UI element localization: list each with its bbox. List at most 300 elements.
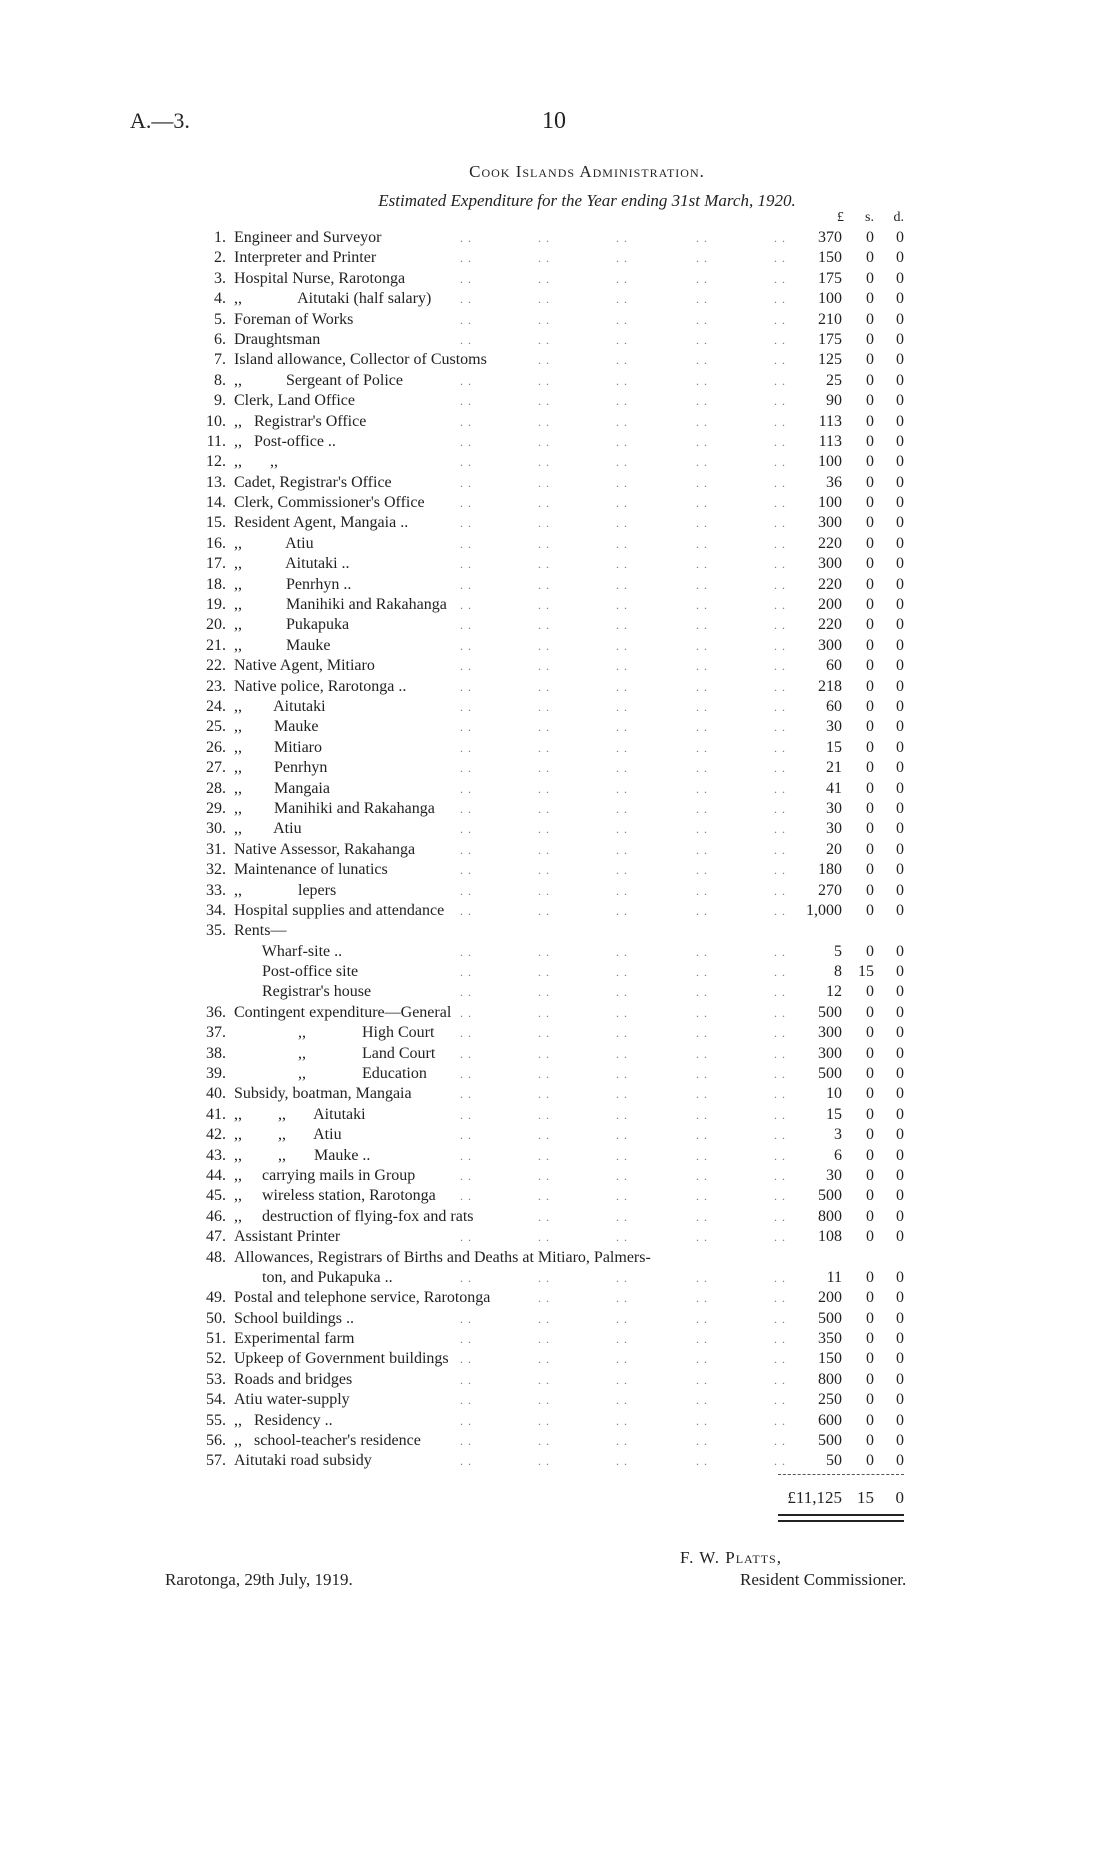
table-row: 53. Roads and bridges . . . . . . . . . . 800 0 0 [0, 1370, 1114, 1390]
table-row: 23. Native police, Rarotonga .. . . . . . . . . . . 218 0 0 [0, 677, 1114, 697]
amount-pence: 0 [896, 718, 904, 736]
amount-shillings: 0 [866, 1330, 874, 1348]
item-description: Registrar's house [234, 983, 372, 1001]
amount-pence: 0 [896, 1187, 904, 1205]
amount-shillings: 0 [866, 330, 874, 348]
amount-pounds: 300 [818, 1044, 842, 1062]
table-row: 24. ,, Aitutaki . . . . . . . . . . 60 0 0 [0, 697, 1114, 717]
item-number: 30. [206, 820, 226, 838]
amount-pounds: 800 [818, 1207, 842, 1225]
table-row: 14. Clerk, Commissioner's Office . . . . . . . . . . 100 0 0 [0, 493, 1114, 513]
amount-pounds: 50 [826, 1452, 842, 1470]
amount-pounds: 21 [826, 759, 842, 777]
amount-pence: 0 [896, 351, 904, 369]
amount-shillings: 0 [866, 1309, 874, 1327]
table-row: 54. Atiu water-supply . . . . . . . . . . 250 0 0 [0, 1390, 1114, 1410]
table-row: 37. ,, High Court . . . . . . . . . . 300 0 0 [0, 1023, 1114, 1043]
amount-pounds: 370 [818, 229, 842, 246]
amount-pence: 0 [896, 310, 904, 328]
amount-pence: 0 [896, 1126, 904, 1144]
amount-pence: 0 [896, 636, 904, 654]
amount-pounds: 600 [818, 1411, 842, 1429]
total-shillings: 15 [857, 1488, 874, 1507]
item-number: 38. [206, 1044, 226, 1062]
item-number: 40. [206, 1085, 226, 1103]
item-description: ,, Pukapuka [234, 616, 350, 634]
table-row: 42. ,, ,, Atiu . . . . . . . . . . 3 0 0 [0, 1125, 1114, 1145]
item-number: 12. [206, 453, 226, 471]
amount-shillings: 0 [866, 677, 874, 695]
total-pence: 0 [895, 1488, 904, 1507]
item-description: ,, Sergeant of Police [234, 371, 404, 389]
amount-pence: 0 [896, 1207, 904, 1225]
table-row: 45. ,, wireless station, Rarotonga . . . . . . . . . . 500 0 0 [0, 1186, 1114, 1206]
amount-pounds: 90 [826, 392, 842, 410]
amount-shillings: 0 [866, 555, 874, 573]
table-row: 39. ,, Education . . . . . . . . . . 500 0 0 [0, 1064, 1114, 1084]
shillings-header: s. [865, 210, 874, 225]
amount-pence: 0 [896, 249, 904, 267]
table-row: 3. Hospital Nurse, Rarotonga . . . . . . . . . . 175 0 0 [0, 269, 1114, 289]
amount-shillings: 0 [866, 514, 874, 532]
amount-pence: 0 [896, 677, 904, 695]
amount-pence: 0 [896, 453, 904, 471]
item-number: 5. [214, 310, 226, 328]
amount-shillings: 0 [866, 1187, 874, 1205]
amount-shillings: 0 [866, 738, 874, 756]
amount-shillings: 0 [866, 983, 874, 1001]
item-number: 17. [206, 555, 226, 573]
table-row: 50. School buildings .. . . . . . . . . . . 500 0 0 [0, 1309, 1114, 1329]
item-description: ,, Atiu [234, 534, 314, 552]
amount-shillings: 0 [866, 596, 874, 614]
table-row: 32. Maintenance of lunatics . . . . . . . . . . 180 0 0 [0, 860, 1114, 880]
total-rule [778, 1474, 904, 1475]
table-row: 18. ,, Penrhyn .. . . . . . . . . . . 220 0 0 [0, 575, 1114, 595]
table-row: 7. Island allowance, Collector of Customs . . . . . . . . 125 0 0 [0, 350, 1114, 370]
amount-pence: 0 [896, 575, 904, 593]
amount-pounds: 100 [818, 290, 842, 308]
amount-pence: 0 [896, 596, 904, 614]
table-row: 11. ,, Post-office .. . . . . . . . . . . 113 0 0 [0, 432, 1114, 452]
item-number: 48. [206, 1248, 226, 1266]
item-number: 53. [206, 1370, 226, 1388]
item-description: Interpreter and Printer [234, 249, 377, 267]
item-number: 44. [206, 1166, 226, 1184]
item-number: 47. [206, 1228, 226, 1246]
item-description: ,, ,, Atiu [234, 1126, 342, 1144]
item-description: Contingent expenditure—General [234, 1003, 452, 1021]
pounds-header: £ [837, 210, 844, 225]
item-description: Resident Agent, Mangaia .. [234, 514, 409, 532]
item-number: 13. [206, 473, 226, 491]
amount-pence: 0 [896, 1330, 904, 1348]
amount-pounds: 500 [818, 1065, 842, 1083]
amount-shillings: 0 [866, 1003, 874, 1021]
amount-pounds: 218 [818, 677, 842, 695]
amount-pounds: 100 [818, 453, 842, 471]
amount-shillings: 0 [866, 636, 874, 654]
item-number: 56. [206, 1432, 226, 1450]
table-row: 12. ,, ,, . . . . . . . . . . 100 0 0 [0, 452, 1114, 472]
table-row: 36. Contingent expenditure—General . . . . . . . . . . 500 0 0 [0, 1003, 1114, 1023]
item-description: Island allowance, Collector of Customs [234, 351, 487, 369]
amount-pence: 0 [896, 473, 904, 491]
amount-pence: 0 [896, 1452, 904, 1470]
amount-pence: 0 [896, 901, 904, 919]
amount-pounds: 200 [818, 596, 842, 614]
table-row: 17. ,, Aitutaki .. . . . . . . . . . . 300 0 0 [0, 554, 1114, 574]
amount-pence: 0 [896, 1105, 904, 1123]
table-row: 44. ,, carrying mails in Group . . . . . . . . . . 30 0 0 [0, 1166, 1114, 1186]
item-description: Clerk, Land Office [234, 392, 355, 410]
item-description: Aitutaki road subsidy [234, 1452, 372, 1470]
table-row: 52. Upkeep of Government buildings . . . . . . . . . . 150 0 0 [0, 1349, 1114, 1369]
amount-shillings: 0 [866, 616, 874, 634]
table-row: 4. ,, Aitutaki (half salary) . . . . . . . . . . 100 0 0 [0, 289, 1114, 309]
item-description: ,, Aitutaki [234, 697, 326, 715]
table-row: Registrar's house . . . . . . . . . . 12 0 0 [0, 982, 1114, 1002]
amount-shillings: 0 [866, 1289, 874, 1307]
item-description: Hospital Nurse, Rarotonga [234, 269, 406, 287]
item-number: 26. [206, 738, 226, 756]
amount-pounds: 30 [826, 1166, 842, 1184]
amount-pounds: 500 [818, 1003, 842, 1021]
amount-pence: 0 [896, 1432, 904, 1450]
amount-pence: 0 [896, 1309, 904, 1327]
amount-pence: 0 [896, 1370, 904, 1388]
item-number: 42. [206, 1126, 226, 1144]
signatory-title: Resident Commissioner. [740, 1570, 907, 1589]
amount-pounds: 175 [818, 269, 842, 287]
amount-pence: 0 [896, 514, 904, 532]
amount-pounds: 220 [818, 575, 842, 593]
page-reference: A.—3. [130, 108, 190, 133]
item-number: 28. [206, 779, 226, 797]
amount-pounds: 15 [826, 1105, 842, 1123]
page-number: 10 [542, 108, 566, 134]
item-number: 4. [214, 290, 226, 308]
amount-pence: 0 [896, 861, 904, 879]
item-description: Subsidy, boatman, Mangaia [234, 1085, 412, 1103]
amount-pounds: 220 [818, 534, 842, 552]
item-number: 43. [206, 1146, 226, 1164]
item-description: ,, High Court [234, 1024, 435, 1042]
amount-pence: 0 [896, 412, 904, 430]
item-number: 14. [206, 494, 226, 512]
amount-pence: 0 [896, 1003, 904, 1021]
table-row: 21. ,, Mauke . . . . . . . . . . 300 0 0 [0, 636, 1114, 656]
amount-pounds: 6 [834, 1146, 842, 1164]
item-number: 11. [206, 432, 226, 450]
item-number: 15. [206, 514, 226, 532]
amount-pounds: 30 [826, 799, 842, 817]
item-description: ,, wireless station, Rarotonga [234, 1187, 436, 1205]
item-number: 57. [206, 1452, 226, 1470]
amount-pounds: 60 [826, 657, 842, 675]
table-row: 5. Foreman of Works . . . . . . . . . . 210 0 0 [0, 310, 1114, 330]
item-description: Assistant Printer [234, 1228, 341, 1246]
item-description: Experimental farm [234, 1330, 355, 1348]
amount-pence: 0 [896, 738, 904, 756]
amount-pence: 0 [896, 697, 904, 715]
amount-pence: 0 [896, 616, 904, 634]
item-number: 23. [206, 677, 226, 695]
amount-shillings: 0 [866, 1024, 874, 1042]
amount-pounds: 300 [818, 636, 842, 654]
amount-pounds: 25 [826, 371, 842, 389]
amount-shillings: 0 [866, 290, 874, 308]
amount-shillings: 0 [866, 575, 874, 593]
amount-pence: 0 [896, 881, 904, 899]
amount-shillings: 0 [866, 1105, 874, 1123]
amount-pounds: 60 [826, 697, 842, 715]
amount-shillings: 0 [866, 392, 874, 410]
amount-pence: 0 [896, 942, 904, 960]
amount-shillings: 0 [866, 1391, 874, 1409]
item-number: 21. [206, 636, 226, 654]
item-number: 51. [206, 1330, 226, 1348]
item-description: ,, carrying mails in Group [234, 1166, 416, 1184]
document-subtitle: Estimated Expenditure for the Year ending 31st March, 1920. [378, 191, 796, 210]
amount-shillings: 0 [866, 310, 874, 328]
amount-pounds: 300 [818, 555, 842, 573]
table-row: 47. Assistant Printer . . . . . . . . . . 108 0 0 [0, 1227, 1114, 1247]
table-row: 49. Postal and telephone service, Rarotonga . . . . . . . . 200 0 0 [0, 1288, 1114, 1308]
table-row: 20. ,, Pukapuka . . . . . . . . . . 220 0 0 [0, 615, 1114, 635]
amount-shillings: 0 [866, 1228, 874, 1246]
amount-pence: 0 [896, 290, 904, 308]
amount-shillings: 0 [866, 779, 874, 797]
amount-pounds: 30 [826, 820, 842, 838]
amount-pounds: 270 [818, 881, 842, 899]
amount-pounds: 300 [818, 1024, 842, 1042]
amount-pounds: 12 [826, 983, 842, 1001]
table-row: 30. ,, Atiu . . . . . . . . . . 30 0 0 [0, 819, 1114, 839]
table-row: 10. ,, Registrar's Office . . . . . . . . . . 113 0 0 [0, 412, 1114, 432]
amount-shillings: 0 [866, 1207, 874, 1225]
item-description: ,, Registrar's Office [234, 412, 367, 430]
item-description: ,, lepers [234, 881, 337, 899]
item-description: Maintenance of lunatics [234, 861, 388, 879]
amount-pence: 0 [896, 1166, 904, 1184]
item-number: 41. [206, 1105, 226, 1123]
amount-pounds: 500 [818, 1187, 842, 1205]
table-row: 41. ,, ,, Aitutaki . . . . . . . . . . 15 0 0 [0, 1105, 1114, 1125]
amount-shillings: 15 [858, 963, 874, 981]
amount-pence: 0 [896, 1268, 904, 1286]
amount-pounds: 800 [818, 1370, 842, 1388]
item-description: Foreman of Works [234, 310, 354, 328]
amount-pence: 0 [896, 1350, 904, 1368]
amount-shillings: 0 [866, 1411, 874, 1429]
table-row: 19. ,, Manihiki and Rakahanga . . . . . . . . . . 200 0 0 [0, 595, 1114, 615]
amount-pence: 0 [896, 840, 904, 858]
item-description: ,, school-teacher's residence [234, 1432, 421, 1450]
table-row: 31. Native Assessor, Rakahanga . . . . . . . . . . 20 0 0 [0, 840, 1114, 860]
amount-pence: 0 [896, 820, 904, 838]
table-row: 8. ,, Sergeant of Police . . . . . . . . . . 25 0 0 [0, 371, 1114, 391]
amount-shillings: 0 [866, 1085, 874, 1103]
amount-pounds: 180 [818, 861, 842, 879]
item-description: ,, Mitiaro [234, 738, 322, 756]
amount-shillings: 0 [866, 820, 874, 838]
item-description: ,, Mauke [234, 718, 319, 736]
amount-pounds: 41 [826, 779, 842, 797]
amount-pounds: 36 [826, 473, 842, 491]
item-description: Post-office site [234, 963, 359, 981]
item-number: 36. [206, 1003, 226, 1021]
amount-shillings: 0 [866, 799, 874, 817]
item-description: ,, Mangaia [234, 779, 330, 797]
item-description: ,, Education [234, 1065, 427, 1083]
amount-shillings: 0 [866, 1146, 874, 1164]
place-date: Rarotonga, 29th July, 1919. [165, 1570, 353, 1589]
item-number: 49. [206, 1289, 226, 1307]
amount-pounds: 10 [826, 1085, 842, 1103]
amount-pence: 0 [896, 1411, 904, 1429]
item-description: ,, Mauke [234, 636, 331, 654]
item-number: 54. [206, 1391, 226, 1409]
amount-pounds: 113 [818, 412, 842, 430]
amount-pounds: 210 [818, 310, 842, 328]
amount-pounds: 200 [818, 1289, 842, 1307]
amount-pounds: 150 [818, 249, 842, 267]
amount-pounds: 350 [818, 1330, 842, 1348]
amount-pounds: 108 [818, 1228, 842, 1246]
amount-pounds: 3 [834, 1126, 842, 1144]
item-description: Cadet, Registrar's Office [234, 473, 392, 491]
amount-pence: 0 [896, 555, 904, 573]
amount-shillings: 0 [866, 1370, 874, 1388]
item-description: ,, ,, Aitutaki [234, 1105, 366, 1123]
amount-pounds: 30 [826, 718, 842, 736]
amount-pence: 0 [896, 799, 904, 817]
item-description: Hospital supplies and attendance [234, 901, 445, 919]
amount-pence: 0 [896, 534, 904, 552]
amount-pounds: 100 [818, 494, 842, 512]
item-number: 39. [206, 1065, 226, 1083]
amount-pence: 0 [896, 1146, 904, 1164]
table-row [0, 921, 1114, 941]
item-description: Postal and telephone service, Rarotonga [234, 1289, 491, 1307]
amount-shillings: 0 [866, 473, 874, 491]
signatory-name: F. W. Platts, [680, 1548, 782, 1567]
table-row: 38. ,, Land Court . . . . . . . . . . 300 0 0 [0, 1044, 1114, 1064]
amount-shillings: 0 [866, 412, 874, 430]
item-number: 19. [206, 596, 226, 614]
table-row: 28. ,, Mangaia . . . . . . . . . . 41 0 0 [0, 779, 1114, 799]
table-row: 2. Interpreter and Printer . . . . . . . . . . 150 0 0 [0, 248, 1114, 268]
item-number: 31. [206, 840, 226, 858]
item-description: ,, Penrhyn [234, 759, 328, 777]
table-row: 1. Engineer and Surveyor . . . . . . . . . . 370 0 0 [0, 228, 1114, 248]
amount-shillings: 0 [866, 901, 874, 919]
table-row: 46. ,, destruction of flying-fox and rats . . . . . . . . 800 0 0 [0, 1207, 1114, 1227]
item-number: 33. [206, 881, 226, 899]
total-pounds: £11,125 [787, 1488, 842, 1507]
item-number: 46. [206, 1207, 226, 1225]
item-number: 10. [206, 412, 226, 430]
amount-pence: 0 [896, 759, 904, 777]
amount-shillings: 0 [866, 351, 874, 369]
amount-shillings: 0 [866, 371, 874, 389]
item-description: Wharf-site .. [234, 942, 343, 960]
item-number: 20. [206, 616, 226, 634]
table-row: 56. ,, school-teacher's residence . . . . . . . . . . 500 0 0 [0, 1431, 1114, 1451]
amount-shillings: 0 [866, 534, 874, 552]
table-row: 25. ,, Mauke . . . . . . . . . . 30 0 0 [0, 717, 1114, 737]
item-number: 2. [214, 249, 226, 267]
item-description: Native police, Rarotonga .. [234, 677, 407, 695]
amount-pence: 0 [896, 1289, 904, 1307]
amount-shillings: 0 [866, 881, 874, 899]
item-number: 6. [214, 330, 226, 348]
item-description: Atiu water-supply [234, 1391, 350, 1409]
table-row: 22. Native Agent, Mitiaro . . . . . . . . . . 60 0 0 [0, 656, 1114, 676]
item-number: 35. [206, 922, 226, 940]
amount-shillings: 0 [866, 657, 874, 675]
table-row: 33. ,, lepers . . . . . . . . . . 270 0 0 [0, 881, 1114, 901]
amount-pence: 0 [896, 432, 904, 450]
item-number: 8. [214, 371, 226, 389]
table-row [0, 1248, 1114, 1268]
item-description: ,, Post-office .. [234, 432, 336, 450]
table-row: 57. Aitutaki road subsidy . . . . . . . . . . 50 0 0 [0, 1451, 1114, 1471]
item-number: 27. [206, 759, 226, 777]
amount-shillings: 0 [866, 861, 874, 879]
table-row: Wharf-site .. . . . . . . . . . . 5 0 0 [0, 942, 1114, 962]
amount-pence: 0 [896, 494, 904, 512]
table-row: 6. Draughtsman . . . . . . . . . . 175 0 0 [0, 330, 1114, 350]
amount-shillings: 0 [866, 249, 874, 267]
item-number: 3. [214, 269, 226, 287]
item-description: Native Agent, Mitiaro [234, 657, 375, 675]
table-row: 43. ,, ,, Mauke .. . . . . . . . . . . 6 0 0 [0, 1146, 1114, 1166]
item-description: ,, ,, [234, 453, 278, 471]
item-number: 16. [206, 534, 226, 552]
item-number: 24. [206, 697, 226, 715]
item-description: Allowances, Registrars of Births and Deaths at Mitiaro, Palmers- [234, 1248, 651, 1266]
item-description: ,, Aitutaki (half salary) [234, 290, 432, 308]
amount-pence: 0 [896, 330, 904, 348]
amount-pounds: 5 [834, 942, 842, 960]
amount-pence: 0 [896, 963, 904, 981]
amount-pence: 0 [896, 983, 904, 1001]
item-description: ,, Residency .. [234, 1411, 333, 1429]
expenditure-table [0, 228, 1114, 1472]
amount-shillings: 0 [866, 759, 874, 777]
amount-pounds: 300 [818, 514, 842, 532]
table-row: 15. Resident Agent, Mangaia .. . . . . . . . . . . 300 0 0 [0, 513, 1114, 533]
item-description: ton, and Pukapuka .. [234, 1268, 393, 1286]
pence-header: d. [893, 210, 904, 225]
item-description: ,, Manihiki and Rakahanga [234, 596, 447, 614]
table-row: 34. Hospital supplies and attendance . . . . . . . . . . 1,000 0 0 [0, 901, 1114, 921]
total-double-rule [778, 1514, 904, 1522]
amount-shillings: 0 [866, 1432, 874, 1450]
item-description: ,, Manihiki and Rakahanga [234, 799, 435, 817]
item-number: 18. [206, 575, 226, 593]
item-number: 1. [214, 229, 226, 246]
amount-pounds: 250 [818, 1391, 842, 1409]
item-number: 22. [206, 657, 226, 675]
amount-shillings: 0 [866, 1065, 874, 1083]
table-row: 9. Clerk, Land Office . . . . . . . . . . 90 0 0 [0, 391, 1114, 411]
amount-shillings: 0 [866, 269, 874, 287]
item-number: 9. [214, 392, 226, 410]
table-row: Post-office site . . . . . . . . . . 8 15 0 [0, 962, 1114, 982]
